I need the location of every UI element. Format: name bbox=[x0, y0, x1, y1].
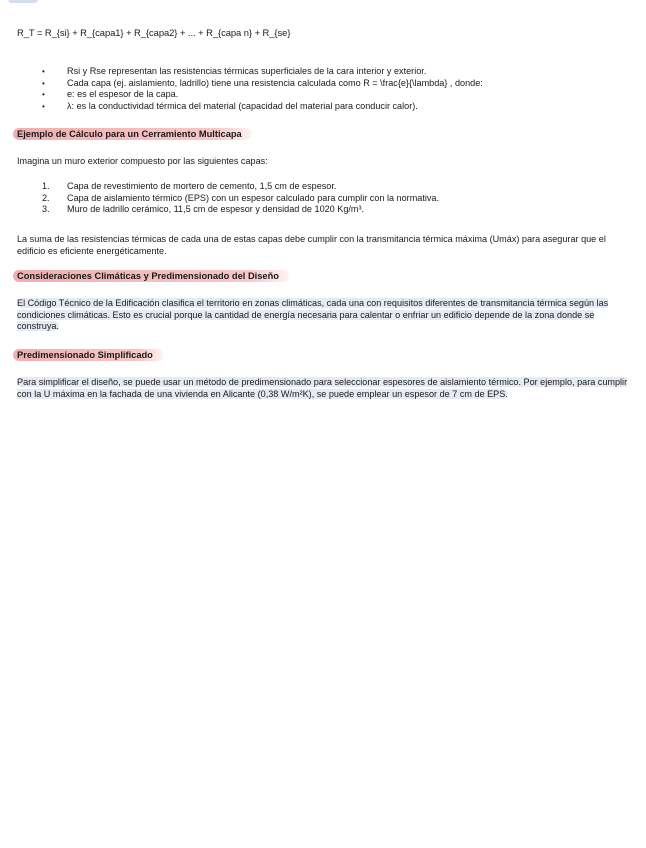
formula-line: R_T = R_{si} + R_{capa1} + R_{capa2} + ... + R_{capa n} + R_{se} bbox=[17, 27, 291, 38]
section-body-consideraciones bbox=[17, 298, 629, 333]
paragraph-text: Para simplificar el diseño, se puede usar un método de predimensionado para seleccionar espesores de aislamiento térmico. Por ejemplo, para cumplir con la U máxima en la fachada de una vivienda en Alicante (0,38 W/m²K), se puede emplear un espesor de 7 cm de EPS. bbox=[17, 377, 628, 399]
section-heading-consideraciones: Consideraciones Climáticas y Predimensionado del Diseño bbox=[13, 270, 289, 282]
list-number: 3. bbox=[42, 204, 50, 215]
list-number: 2. bbox=[42, 192, 50, 203]
list-number: 1. bbox=[42, 181, 50, 191]
highlight-mark bbox=[8, 0, 38, 3]
list-item: • e: es el espesor de la capa. bbox=[0, 89, 483, 101]
list-text: Capa de aislamiento térmico (EPS) con un espesor calculado para cumplir con la normativa. bbox=[67, 192, 440, 203]
bullet-list bbox=[0, 66, 483, 112]
section-intro: Imagina un muro exterior compuesto por las siguientes capas: bbox=[17, 156, 268, 166]
section-body-predimensionado bbox=[17, 377, 629, 400]
list-item bbox=[0, 204, 439, 216]
list-text: Muro de ladrillo cerámico, 11,5 cm de espesor y densidad de 1020 Kg/m³. bbox=[67, 204, 365, 215]
list-item: • λ: es la conductividad térmica del material (capacidad del material para conducir calor). bbox=[0, 101, 483, 113]
paragraph-text: El Código Técnico de la Edificación clasifica el territorio en zonas climáticas, cada una con requisitos diferentes de transmitancia térmica según las condiciones climáticas. Esto es crucial porque la cantidad de energía necesaria para calentar o enfriar un edificio depende de la zona donde se construya. bbox=[17, 298, 609, 332]
list-text: Capa de revestimiento de mortero de cemento, 1,5 cm de espesor. bbox=[67, 181, 337, 191]
numbered-list bbox=[0, 181, 439, 216]
section-heading-ejemplo: Ejemplo de Cálculo para un Cerramiento Multicapa bbox=[13, 128, 252, 140]
list-item: • Cada capa (ej. aislamiento, ladrillo) tiene una resistencia calculada como R = \frac{e}{\lambda} , donde: bbox=[0, 78, 483, 90]
section-conclusion: La suma de las resistencias térmicas de cada una de estas capas debe cumplir con la transmitancia térmica máxima (Umáx) para asegurar que el edificio es eficiente energéticamente. bbox=[17, 234, 606, 256]
list-item: • Rsi y Rse representan las resistencias térmicas superficiales de la cara interior y exterior. bbox=[0, 66, 483, 78]
list-item bbox=[0, 181, 439, 193]
list-item bbox=[0, 193, 439, 205]
section-heading-predimensionado: Predimensionado Simplificado bbox=[13, 349, 163, 361]
